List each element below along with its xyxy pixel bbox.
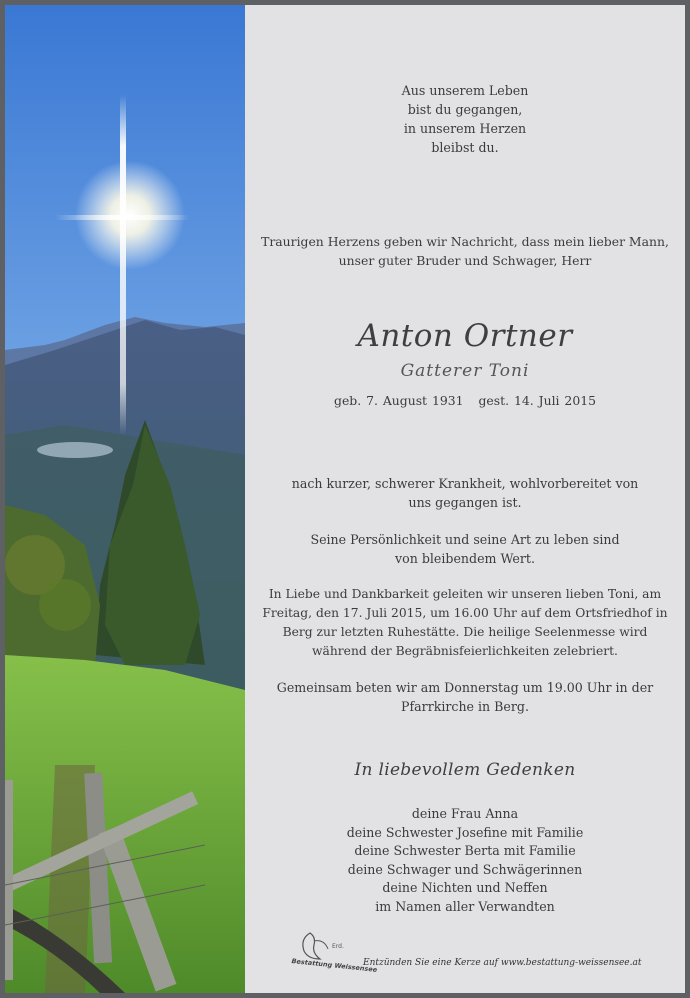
poem-line: in unserem Herzen — [403, 121, 527, 136]
intro-line: unser guter Bruder und Schwager, Herr — [338, 253, 592, 268]
paragraph-line: nach kurzer, schwerer Krankheit, wohlvorbereitet von — [291, 476, 639, 491]
logo-brand-text: Bestattung Weissensee — [291, 957, 378, 974]
mourner-item: deine Schwester Berta mit Familie — [354, 843, 576, 858]
footer — [290, 929, 660, 974]
intro-line: Traurigen Herzens geben wir Nachricht, dass mein lieber Mann, — [261, 234, 669, 249]
life-dates — [245, 393, 685, 408]
mourners-list — [245, 805, 685, 916]
announcement-intro — [245, 232, 685, 270]
paragraph-line: während der Begräbnisfeierlichkeiten zelebriert. — [312, 644, 618, 658]
paragraph-line: Seine Persönlichkeit und seine Art zu leben sind — [310, 532, 620, 547]
funeral-home-logo — [290, 929, 378, 974]
paragraph-line: von bleibendem Wert. — [395, 551, 535, 566]
paragraph-funeral — [245, 585, 685, 661]
paragraph-line: Pfarrkirche in Berg. — [401, 699, 529, 714]
paragraph-personality — [245, 530, 685, 568]
poem-verse — [245, 81, 685, 157]
birth-date: geb. 7. August 1931 — [334, 393, 464, 408]
paragraph-line: uns gegangen ist. — [408, 495, 522, 510]
poem-line: bleibst du. — [431, 140, 499, 155]
mourner-item: deine Nichten und Neffen — [382, 880, 548, 895]
mourner-item: deine Frau Anna — [411, 806, 519, 821]
mourner-item: im Namen aller Verwandten — [375, 898, 555, 914]
poem-line: bist du gegangen, — [407, 102, 523, 117]
mourner-item: deine Schwester Josefine mit Familie — [346, 824, 584, 840]
paragraph-passing — [245, 474, 685, 512]
memorial-photo — [5, 5, 245, 993]
deceased-name: Anton Ortner — [357, 318, 573, 354]
candle-link[interactable]: Entzünden Sie eine Kerze auf www.bestattung-weissensee.at — [363, 958, 642, 968]
mourner-item: deine Schwager und Schwägerinnen — [347, 861, 583, 877]
paragraph-line: Berg zur letzten Ruhestätte. Die heilige Seelenmesse wird — [282, 625, 648, 639]
paragraph-line: Gemeinsam beten wir am Donnerstag um 19.00 Uhr in der — [276, 680, 654, 695]
poem-line: Aus unserem Leben — [401, 83, 529, 98]
paragraph-prayer — [245, 678, 685, 716]
logo-small-text: Erd. — [332, 943, 344, 950]
death-date: gest. 14. Juli 2015 — [478, 393, 596, 408]
paragraph-line: In Liebe und Dankbarkeit geleiten wir unseren lieben Toni, am — [268, 587, 662, 601]
paragraph-line: Freitag, den 17. Juli 2015, um 16.00 Uhr auf dem Ortsfriedhof in — [262, 606, 668, 620]
deceased-nickname: Gatterer Toni — [400, 361, 530, 381]
obituary-text — [245, 5, 685, 993]
memorial-heading: In liebevollem Gedenken — [354, 760, 576, 780]
obituary-card — [5, 5, 685, 993]
